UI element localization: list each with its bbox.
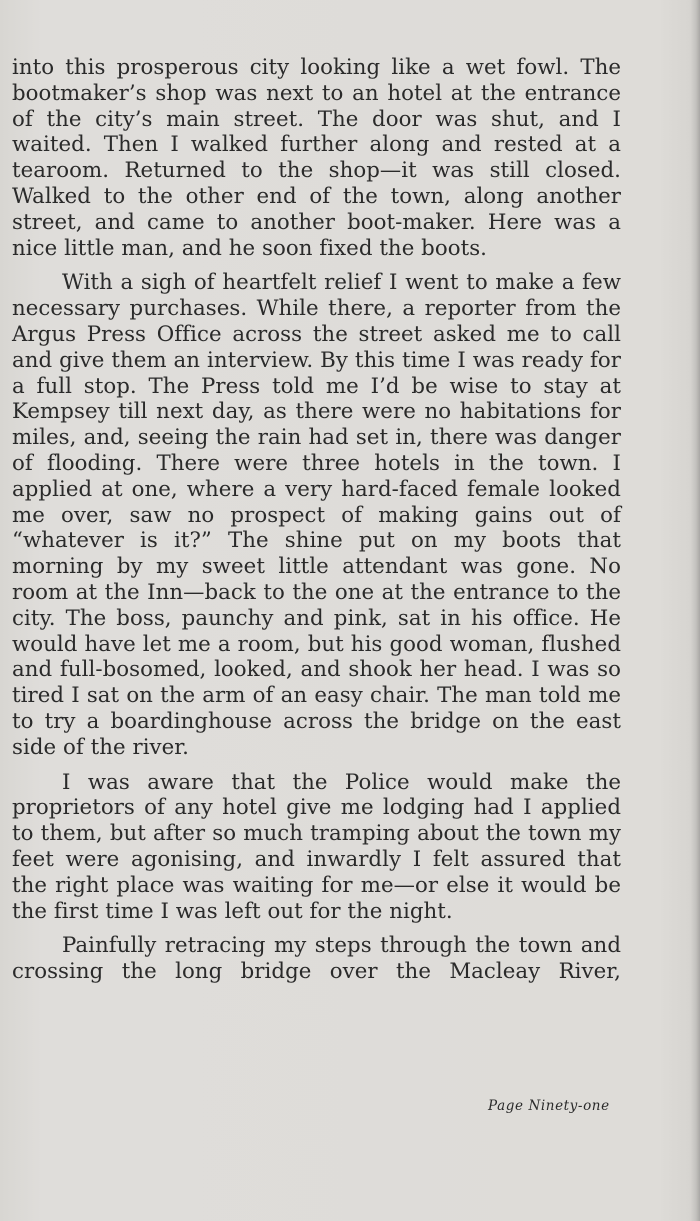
paragraph-3: I was aware that the Police would make the proprietors of any hotel give me lodging had I applied to them, but after so much tramping about the town my feet were agonising, and inwardly I felt assured that the right place was waiting for me—or else it would be the first time I was left out for the night. [12, 769, 621, 924]
body-text [12, 55, 621, 985]
page-edge-shadow [690, 0, 700, 1221]
paragraph-2: With a sigh of heartfelt relief I went to make a few necessary purchases. While there, a reporter from the Argus Press Office across the street asked me to call and give them an interview. By this time I was ready for a full stop. The Press told me I’d be wise to stay at Kempsey till next day, as there were no habitations for miles, and, seeing the rain had set in, there was danger of flooding. There were three hotels in the town. I applied at one, where a very hard-faced female looked me over, saw no prospect of making gains out of “whatever is it?” The shine put on my boots that morning by my sweet little attendant was gone. No room at the Inn—back to the one at the entrance to the city. The boss, paunchy and pink, sat in his office. He would have let me a room, but his good woman, flushed and full-bosomed, looked, and shook her head. I was so tired I sat on the arm of an easy chair. The man told me to try a boardinghouse across the bridge on the east side of the river. [12, 270, 621, 760]
page-number: Page Ninety-one [488, 1098, 610, 1114]
paragraph-1: into this prosperous city looking like a wet fowl. The bootmaker’s shop was next to an hotel at the entrance of the city’s main street. The door was shut, and I waited. Then I walked further along and rested at a tearoom. Returned to the shop—it was still closed. Walked to the other end of the town, along another street, and came to another boot-maker. Here was a nice little man, and he soon fixed the boots. [12, 55, 621, 261]
paragraph-4: Painfully retracing my steps through the town and crossing the long bridge over the Macleay River, [12, 933, 621, 985]
